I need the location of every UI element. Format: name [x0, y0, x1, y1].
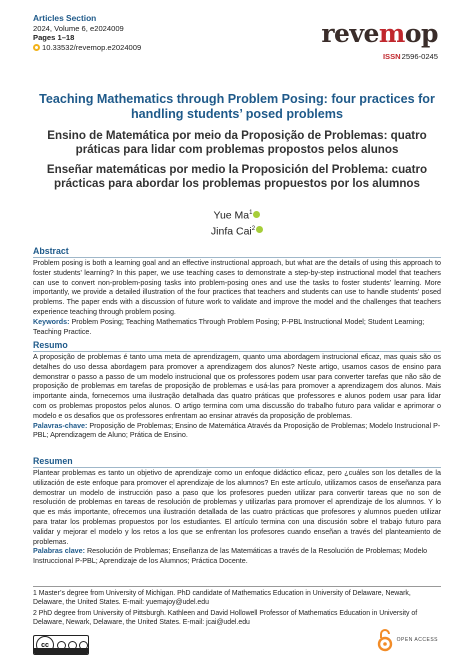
issn-number: 2596-0245 [401, 52, 438, 61]
journal-logo: revemop [321, 19, 438, 48]
keywords [33, 422, 441, 442]
doi-link[interactable]: 10.33532/revemop.e2024009 [42, 42, 142, 52]
abstract-text: Problem posing is both a learning goal and an effective instructional approach, but what are the details of using this approach to foster students’ learning? In this paper, we use teaching cases to demonstrate a step-by-step instructional model that teachers can use to convert non-problem-posing tasks into problem-posing ones and use the tasks to foster students’ learning. More importantly, we provide a detailed illustration of the four practices that teachers and students can use to handle students’ posed problems. The paper ends with a discussion of future work to validate and improve the model and the challenges that teachers experience teaching through problem posing. [33, 259, 441, 316]
footnote: 1 Master’s degree from University of Michigan. PhD candidate of Mathematics Education in University of Delaware, Newark, Delaware, the United States. E-mail: yuemajoy@udel.edu [33, 590, 411, 606]
abstract-heading: Resumen [33, 456, 73, 466]
cc-license-badge[interactable] [33, 635, 89, 655]
divider [33, 351, 441, 352]
abstract-text: Plantear problemas es tanto un objetivo de aprendizaje como un enfoque didáctico eficaz, pero ¿cuáles son los detalles de la utilización de este enfoque para promover el aprendizaje de los alumnos? En este artículo, utilizamos casos de enseñanza para demostrar un modelo de instrucción paso a paso que los profesores pueden utilizar para convertir tareas que no son de resolución de problemas en tareas de resolución de problemas y utilizarlas para promover el aprendizaje de los alumnos. Y lo que es más importante, ofrecemos una ilustración detallada de las cuatro prácticas que profesores y alumnos pueden utilizar para tratar los problemas propuestos por los estudiantes. El artículo termina con una discusión sobre el trabajo futuro para validar y mejorar el modelo y los retos a los que se enfrentan los profesores cuando enseñan a través del planteamiento de problemas. [33, 469, 441, 546]
title-portuguese: Ensino de Matemática por meio da Proposição de Problemas: quatro práticas para lidar com problemas propostos pelos alunos [47, 129, 427, 156]
keywords-label: Palavras-chave: [33, 421, 88, 430]
article-section: Articles Section [33, 13, 97, 23]
keywords-text: Problem Posing; Teaching Mathematics Through Problem Posing; P-PBL Instructional Model; Student Learning; Teaching Practice. [33, 317, 425, 336]
keywords-label: Palabras clave: [33, 547, 86, 556]
footnotes [33, 586, 441, 627]
author: Yue Ma$^1$ [0, 207, 474, 223]
abstract-text: A proposição de problemas é tanto uma meta de aprendizagem, quanto uma abordagem instrucional eficaz, mas quais são os detalhes do uso dessa abordagem para promover a aprendizagem dos alunos? Neste artigo, usamos casos de ensino para demonstrar o passo a passo de um modelo instrucional que os professores podem usar para converter tarefas que não são de proposição de problemas em tarefas de proposição de problemas e usá-las para promover a aprendizagem dos alunos. Mais importante ainda, fornecemos uma ilustração detalhada das quatro práticas que professores e alunos podem usar para lidar com os problemas propostos pelos alunos. O artigo termina com uma discussão do trabalho futuro para validar e aprimorar o modelo e os desafios que os professores enfrentam ao ensinar através da proposição de problemas. [33, 353, 441, 420]
open-access-mark [376, 628, 438, 652]
title-block [33, 92, 441, 191]
open-access-label: OPEN ACCESS [396, 637, 438, 643]
badge-strip [34, 648, 88, 654]
orcid-icon[interactable] [256, 226, 263, 233]
keywords [33, 547, 441, 567]
open-access-icon [376, 628, 394, 652]
volume-info: 2024, Volume 6, e2024009 [33, 23, 124, 33]
article-meta [33, 14, 141, 52]
page-range: Pages 1–18 [33, 33, 75, 43]
title-spanish: Enseñar matemáticas por medio la Proposición del Problema: cuatro prácticas para abordar los problemas propuestos por los alumnos [46, 163, 428, 190]
author-list [0, 207, 474, 238]
journal-brand [321, 19, 438, 61]
footnote: 2 PhD degree from University of Pittsburgh. Kathleen and David Hollowell Professor of Mathematics Education in University of Delaware, Newark, Delaware, the United States. E-mail: jcai@udel.edu [33, 610, 418, 626]
abstract-heading: Abstract [33, 246, 69, 256]
keywords-text: Proposição de Problemas; Ensino de Matemática Através da Proposição de Problemas; Modelo Instrucional P-PBL; Aprendizagem de Aluno; Prática de Ensino. [33, 421, 441, 440]
abstract-spanish [33, 456, 441, 567]
issn-line [321, 52, 438, 61]
keywords-label: Keywords: [33, 317, 70, 326]
doi-icon [33, 44, 40, 51]
doi-row[interactable] [33, 43, 141, 53]
orcid-icon[interactable] [253, 211, 260, 218]
title-english: Teaching Mathematics through Problem Posing: four practices for handling students’ posed problems [39, 92, 435, 121]
cc-icon: cc [36, 636, 54, 654]
divider [33, 257, 441, 258]
issn-tag: ISSN [382, 52, 401, 61]
abstract-english [33, 246, 441, 337]
author: Jinfa Cai$^2$ [0, 223, 474, 239]
keywords [33, 318, 441, 338]
abstract-portuguese [33, 340, 441, 441]
keywords-text: Resolución de Problemas; Enseñanza de las Matemáticas a través de la Resolución de Problemas; Modelo Instruccional P-PBL; Aprendizaje de los Alumnos; Práctica Docente. [33, 547, 428, 566]
abstract-heading: Resumo [33, 340, 68, 350]
divider [33, 467, 441, 468]
